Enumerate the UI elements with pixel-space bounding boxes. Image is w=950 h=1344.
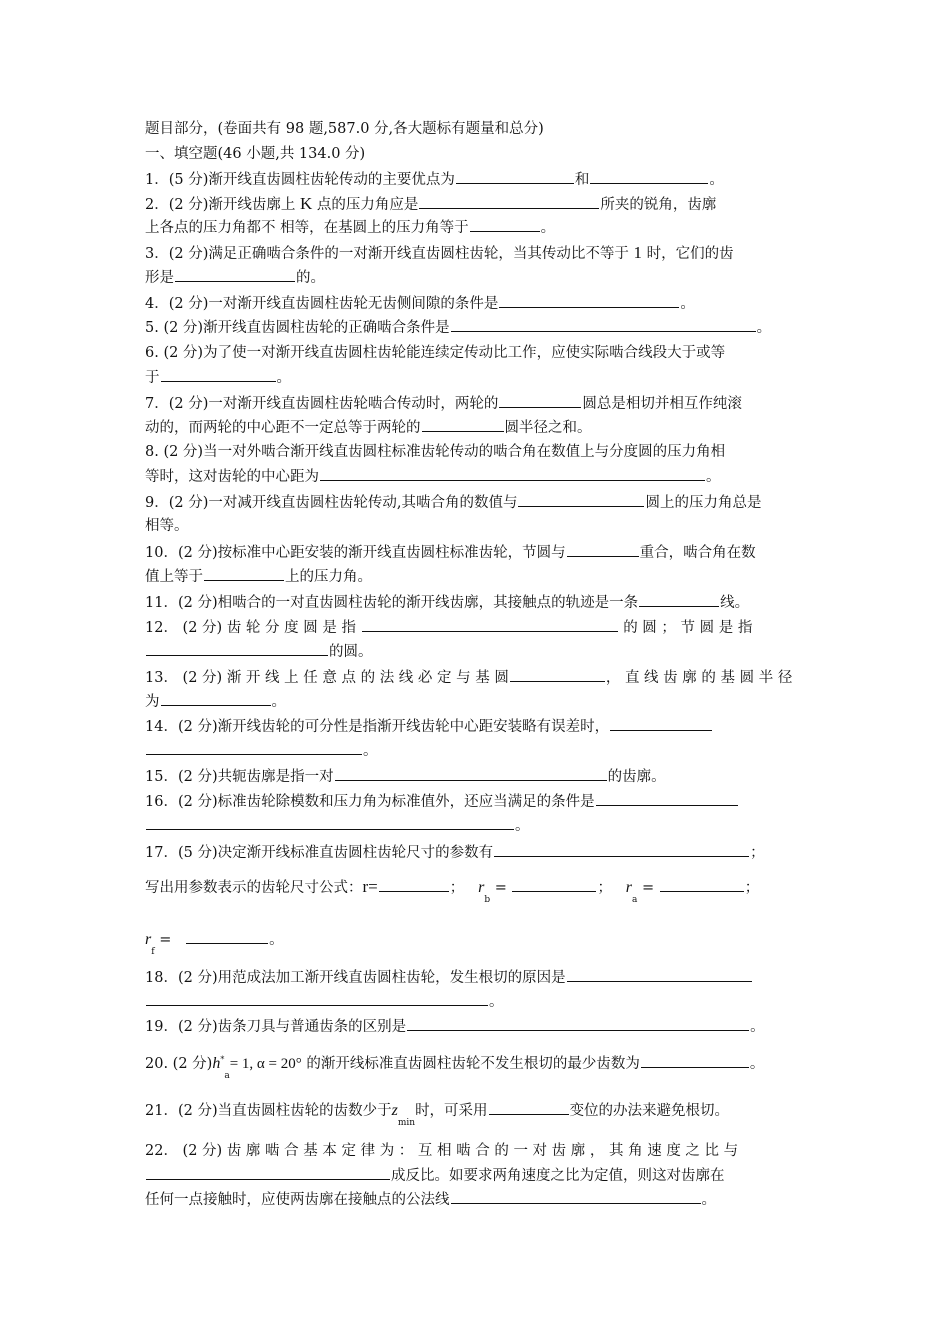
question-text: 12． (2 分) 齿 轮 分 度 圆 是 指 (145, 620, 356, 636)
question-22 (145, 1141, 738, 1161)
answer-blank[interactable] (379, 877, 449, 892)
question-16-cont (145, 815, 530, 836)
question-text: 14．(2 分)渐开线齿轮的可分性是指渐开线齿轮中心距安装略有误差时， (145, 719, 610, 735)
math-formula: = 1, α = 20° (229, 1055, 302, 1072)
question-text: 4．(2 分)一对渐开线直齿圆柱齿轮无齿侧间隙的条件是 (145, 296, 499, 312)
question-text: 成反比。如要求两角速度之比为定值，则这对齿廓在 (391, 1168, 725, 1184)
answer-blank[interactable] (161, 691, 271, 706)
question-text: 3．(2 分)满足正确啮合条件的一对渐开线直齿圆柱齿轮，当其传动比不等于 (145, 246, 629, 262)
question-6-cont (145, 367, 291, 388)
math-symbol: r (478, 879, 485, 896)
question-13-cont (145, 691, 286, 712)
question-text: ； (750, 845, 765, 861)
question-text: 所夹的锐角，齿廓 (600, 197, 717, 213)
answer-blank[interactable] (567, 542, 639, 557)
question-5 (145, 317, 771, 338)
question-text: 变位的办法来避免根切。 (569, 1103, 730, 1119)
question-17-formulas: 写出用参数表示的齿轮尺寸公式：r= ； $r_b$ = ； $r_a$ = ； (145, 877, 760, 905)
question-text: 。 (269, 932, 284, 948)
math-symbol: h (212, 1054, 221, 1072)
question-7-cont (145, 417, 592, 438)
question-16 (145, 791, 739, 812)
question-text: 10．(2 分)按标准中心距安装的渐开线直齿圆柱标准齿轮，节圆与 (145, 545, 566, 561)
question-text: 15．(2 分)共轭齿廓是指一对 (145, 769, 334, 785)
answer-blank[interactable] (567, 967, 752, 982)
answer-blank[interactable] (161, 367, 276, 382)
question-2-cont (145, 217, 555, 238)
answer-blank[interactable] (146, 641, 328, 656)
question-text: 。 (706, 469, 721, 485)
question-text: 时，可采用 (415, 1103, 488, 1119)
answer-blank[interactable] (499, 293, 679, 308)
answer-blank[interactable] (186, 929, 268, 944)
math-subscript: a (224, 1070, 230, 1081)
question-text: 重合，啮合角在数 (639, 545, 756, 561)
question-text: 上的压力角。 (285, 569, 372, 585)
math-symbol: r (625, 879, 633, 896)
answer-blank[interactable] (146, 1165, 390, 1180)
question-text: 的 圆 ； 节 圆 是 指 (623, 620, 753, 636)
question-text: 。 (515, 818, 530, 834)
question-text: 圆上的压力角总是 (645, 495, 762, 511)
question-text: 。 (276, 370, 291, 386)
question-text: 等时，这对齿轮的中心距为 (145, 469, 319, 485)
question-7 (145, 393, 742, 414)
question-18 (145, 967, 753, 988)
answer-blank[interactable] (518, 492, 644, 507)
math-subscript: f (151, 946, 155, 957)
question-text: 。 (540, 220, 556, 236)
answer-blank[interactable] (590, 169, 708, 184)
answer-blank[interactable] (175, 267, 295, 282)
question-text: 值上等于 (145, 569, 203, 585)
question-text: 写出用参数表示的齿轮尺寸公式： (145, 880, 363, 896)
question-text: 形是 (145, 270, 174, 286)
question-6 (145, 343, 725, 363)
math-symbol: = (642, 880, 655, 896)
question-text: 20. (2 分) (145, 1055, 213, 1072)
answer-blank[interactable] (146, 991, 488, 1006)
question-text: 6. (2 分)为了使一对渐开线直齿圆柱齿轮能连续定传动比工作，应使实际啮合线段大于或等 (145, 345, 726, 361)
question-10-cont (145, 566, 372, 587)
answer-blank[interactable] (512, 877, 596, 892)
question-text: 。 (271, 694, 286, 710)
question-22-cont (145, 1165, 725, 1186)
question-22-cont2 (145, 1189, 716, 1210)
question-text: 18．(2 分)用范成法加工渐开线直齿圆柱齿轮，发生根切的原因是 (145, 970, 566, 986)
math-symbol: = (494, 880, 507, 896)
question-text: 的圆。 (329, 644, 373, 660)
question-text: 。 (749, 1055, 765, 1072)
question-text: 线。 (720, 595, 750, 611)
question-text: 的齿廓。 (607, 769, 666, 785)
question-text: 。 (363, 743, 378, 759)
question-text: 圆总是相切并相互作纯滚 (582, 396, 742, 412)
math-symbol: = (159, 932, 172, 948)
question-text: 5. (2 分)渐开线直齿圆柱齿轮的正确啮合条件是 (145, 320, 450, 336)
question-8 (145, 442, 725, 462)
question-13 (145, 667, 792, 688)
section-title: 一、填空题(46 小题,共 134.0 分) (145, 146, 366, 162)
question-text: 和 (574, 172, 590, 188)
question-text: 任何一点接触时，应使两齿廓在接触点的公法线 (145, 1192, 450, 1208)
question-text: 22． (2 分) 齿 廓 啮 合 基 本 定 律 为 ： 互 相 啮 合 的 一 对 齿 廓 ， 其 角 速 度 之 比 与 (145, 1143, 739, 1159)
question-19 (145, 1016, 765, 1037)
exam-header: 题目部分，(卷面共有 98 题,587.0 分,各大题标有题量和总分) (145, 121, 544, 137)
question-20 (145, 1050, 764, 1080)
math-symbol: z (391, 1102, 398, 1119)
math-symbol: r= (362, 877, 378, 896)
question-text: 9．(2 分)一对减开线直齿圆柱齿轮传动,其啮合角的数值与 (145, 495, 518, 511)
question-text: ， 直 线 齿 廓 的 基 圆 半 径 (605, 670, 793, 686)
math-subscript: min (397, 1117, 416, 1128)
answer-blank[interactable] (204, 566, 284, 581)
math-subscript: b (484, 894, 491, 905)
question-text: 1．(5 分)渐开线直齿圆柱齿轮传动的主要优点为 (145, 172, 455, 188)
question-text: 。 (680, 296, 695, 312)
math-symbol: 1 (633, 243, 642, 262)
question-text: 。 (489, 994, 504, 1010)
answer-blank[interactable] (335, 766, 607, 781)
question-21 (145, 1100, 729, 1127)
answer-blank[interactable] (610, 716, 712, 731)
question-text: 为 (145, 694, 160, 710)
question-2 (145, 194, 716, 215)
answer-blank[interactable] (451, 317, 756, 332)
question-18-cont (145, 991, 504, 1012)
answer-blank[interactable] (639, 592, 719, 607)
question-text: 2．(2 分)渐开线齿廓上 (145, 197, 296, 213)
question-11 (145, 592, 749, 613)
answer-blank[interactable] (422, 417, 504, 432)
question-8-cont (145, 466, 721, 487)
question-text: 17．(5 分)决定渐开线标准直齿圆柱齿轮尺寸的参数有 (145, 845, 494, 861)
question-text: 的渐开线标准直齿圆柱齿轮不发生根切的最少齿数为 (306, 1055, 640, 1072)
math-symbol: K (299, 194, 313, 213)
question-text: 。 (756, 320, 772, 336)
question-text: 圆半径之和。 (504, 420, 592, 436)
answer-blank[interactable] (499, 393, 581, 408)
question-text: 相等。 (145, 518, 189, 534)
answer-blank[interactable] (407, 1016, 749, 1031)
question-text: 8. (2 分)当一对外啮合渐开线直齿圆柱标准齿轮传动的啮合角在数值上与分度圆的压力角相 (145, 444, 726, 460)
question-text: 11．(2 分)相啮合的一对直齿圆柱齿轮的渐开线齿廓，其接触点的轨迹是一条 (145, 595, 639, 611)
question-3-cont (145, 267, 325, 288)
question-9-cont (145, 516, 189, 536)
question-17 (145, 842, 765, 863)
question-17-rf (145, 929, 284, 956)
answer-blank[interactable] (320, 466, 705, 481)
question-9 (145, 492, 761, 513)
answer-blank[interactable] (470, 217, 540, 232)
question-text: 。 (709, 172, 724, 188)
question-text: 13． (2 分) 渐 开 线 上 任 意 点 的 法 线 必 定 与 基 圆 (145, 670, 509, 686)
question-15 (145, 766, 666, 787)
question-3 (145, 243, 734, 264)
question-10 (145, 542, 756, 563)
answer-blank[interactable] (489, 1100, 569, 1115)
question-4 (145, 293, 695, 314)
question-text: 19．(2 分)齿条刀具与普通齿条的区别是 (145, 1019, 407, 1035)
answer-blank[interactable] (451, 1189, 701, 1204)
question-text: 动的，而两轮的中心距不一定总等于两轮的 (145, 420, 421, 436)
question-text: 上各点的压力角都不 相等，在基圆上的压力角等于 (145, 220, 469, 236)
answer-blank[interactable] (660, 877, 744, 892)
question-12-cont (145, 641, 373, 662)
question-1 (145, 169, 724, 190)
math-symbol: r (145, 931, 152, 948)
question-text: 7．(2 分)一对渐开线直齿圆柱齿轮啮合传动时，两轮的 (145, 396, 499, 412)
answer-blank[interactable] (146, 815, 514, 830)
question-text: 16．(2 分)标准齿轮除模数和压力角为标准值外，还应当满足的条件是 (145, 794, 595, 810)
answer-blank[interactable] (456, 169, 574, 184)
question-text: 。 (701, 1192, 716, 1208)
answer-blank[interactable] (596, 791, 738, 806)
question-text: 时，它们的齿 (646, 246, 734, 262)
question-text: 点的压力角应是 (316, 197, 419, 213)
question-text: 于 (145, 370, 160, 386)
answer-blank[interactable] (641, 1053, 749, 1068)
answer-blank[interactable] (510, 667, 605, 682)
answer-blank[interactable] (146, 740, 362, 755)
math-superscript: * (220, 1055, 225, 1064)
math-subscript: a (632, 894, 638, 905)
question-12 (145, 617, 752, 638)
answer-blank[interactable] (419, 194, 599, 209)
answer-blank[interactable] (362, 617, 618, 632)
question-text: 的。 (296, 270, 325, 286)
question-text: 21．(2 分)当直齿圆柱齿轮的齿数少于 (145, 1103, 392, 1119)
question-text: 。 (750, 1019, 765, 1035)
question-14 (145, 716, 713, 737)
question-14-cont (145, 740, 378, 761)
answer-blank[interactable] (494, 842, 749, 857)
